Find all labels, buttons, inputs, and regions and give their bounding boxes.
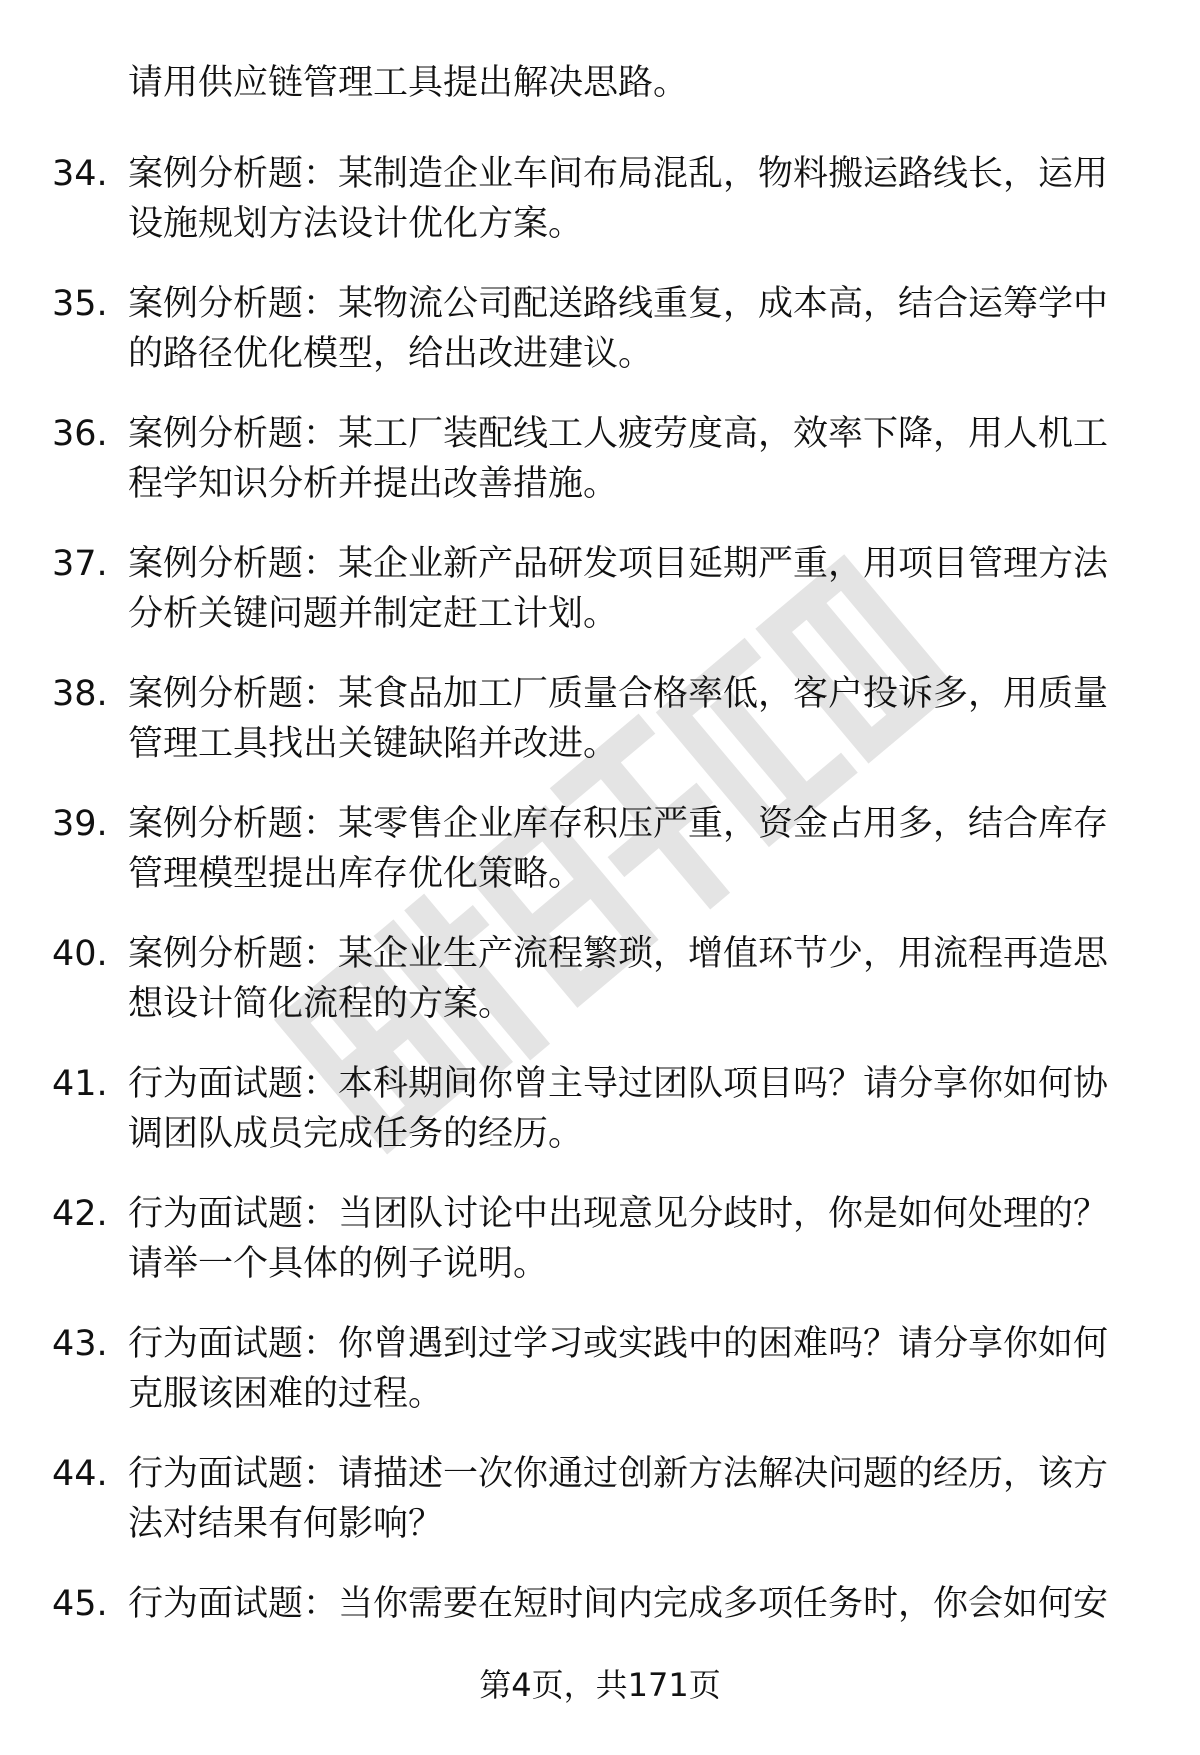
item-text-line: 行为面试题：本科期间你曾主导过团队项目吗？请分享你如何协 xyxy=(128,1064,1109,1104)
item-number: 38. xyxy=(52,674,108,714)
item-number: 45. xyxy=(52,1584,108,1624)
item-text xyxy=(128,539,1138,639)
item-text-line: 案例分析题：某食品加工厂质量合格率低，客户投诉多，用质量 xyxy=(128,674,1109,714)
item-text xyxy=(128,669,1138,769)
item-text xyxy=(128,1579,1138,1629)
list-item xyxy=(0,799,1200,929)
item-number: 41. xyxy=(52,1064,108,1104)
item-text-line: 设施规划方法设计优化方案。 xyxy=(128,204,584,244)
item-text xyxy=(128,1449,1138,1549)
item-text-line: 案例分析题：某工厂装配线工人疲劳度高，效率下降，用人机工 xyxy=(128,414,1109,454)
item-text-line: 调团队成员完成任务的经历。 xyxy=(128,1114,584,1154)
item-text-line: 克服该困难的过程。 xyxy=(128,1374,444,1414)
item-text xyxy=(128,799,1138,899)
list-item xyxy=(0,929,1200,1059)
item-text-line: 行为面试题：当你需要在短时间内完成多项任务时，你会如何安 xyxy=(128,1584,1109,1624)
item-text xyxy=(128,279,1138,379)
item-number: 34. xyxy=(52,154,108,194)
item-text-line: 管理工具找出关键缺陷并改进。 xyxy=(128,724,619,764)
item-number: 37. xyxy=(52,544,108,584)
list-item xyxy=(0,1319,1200,1449)
continuation-text: 请用供应链管理工具提出解决思路。 xyxy=(128,63,689,103)
item-number: 42. xyxy=(52,1194,108,1234)
list-item xyxy=(0,539,1200,669)
question-list xyxy=(0,149,1200,1709)
item-text xyxy=(128,1189,1138,1289)
list-item xyxy=(0,149,1200,279)
item-text-line: 案例分析题：某制造企业车间布局混乱，物料搬运路线长，运用 xyxy=(128,154,1109,194)
item-text-line: 分析关键问题并制定赶工计划。 xyxy=(128,594,619,634)
item-text xyxy=(128,1319,1138,1419)
item-text xyxy=(128,929,1138,1029)
item-text-line: 案例分析题：某企业新产品研发项目延期严重，用项目管理方法 xyxy=(128,544,1109,584)
list-item xyxy=(0,409,1200,539)
item-text xyxy=(128,149,1138,249)
list-item xyxy=(0,1059,1200,1189)
item-number: 35. xyxy=(52,284,108,324)
item-text-line: 程学知识分析并提出改善措施。 xyxy=(128,464,619,504)
item-number: 40. xyxy=(52,934,108,974)
item-text-line: 的路径优化模型，给出改进建议。 xyxy=(128,334,654,374)
item-text-line: 想设计简化流程的方案。 xyxy=(128,984,514,1024)
item-text xyxy=(128,1059,1138,1159)
item-number: 39. xyxy=(52,804,108,844)
page-footer: 第4页，共171页 xyxy=(479,1666,721,1704)
item-text-line: 行为面试题：你曾遇到过学习或实践中的困难吗？请分享你如何 xyxy=(128,1324,1109,1364)
item-number: 36. xyxy=(52,414,108,454)
item-text-line: 案例分析题：某企业生产流程繁琐，增值环节少，用流程再造思 xyxy=(128,934,1109,974)
list-item xyxy=(0,1449,1200,1579)
item-text-line: 案例分析题：某零售企业库存积压严重，资金占用多，结合库存 xyxy=(128,804,1109,844)
list-item xyxy=(0,279,1200,409)
item-text-line: 管理模型提出库存优化策略。 xyxy=(128,854,584,894)
list-item xyxy=(0,1189,1200,1319)
item-text-line: 法对结果有何影响？ xyxy=(128,1504,444,1544)
item-text-line: 行为面试题：请描述一次你通过创新方法解决问题的经历，该方 xyxy=(128,1454,1109,1494)
item-text-line: 行为面试题：当团队讨论中出现意见分歧时，你是如何处理的？ xyxy=(128,1194,1109,1234)
item-number: 44. xyxy=(52,1454,108,1494)
item-text-line: 请举一个具体的例子说明。 xyxy=(128,1244,549,1284)
item-number: 43. xyxy=(52,1324,108,1364)
list-item xyxy=(0,669,1200,799)
item-text xyxy=(128,409,1138,509)
item-text-line: 案例分析题：某物流公司配送路线重复，成本高，结合运筹学中 xyxy=(128,284,1109,324)
